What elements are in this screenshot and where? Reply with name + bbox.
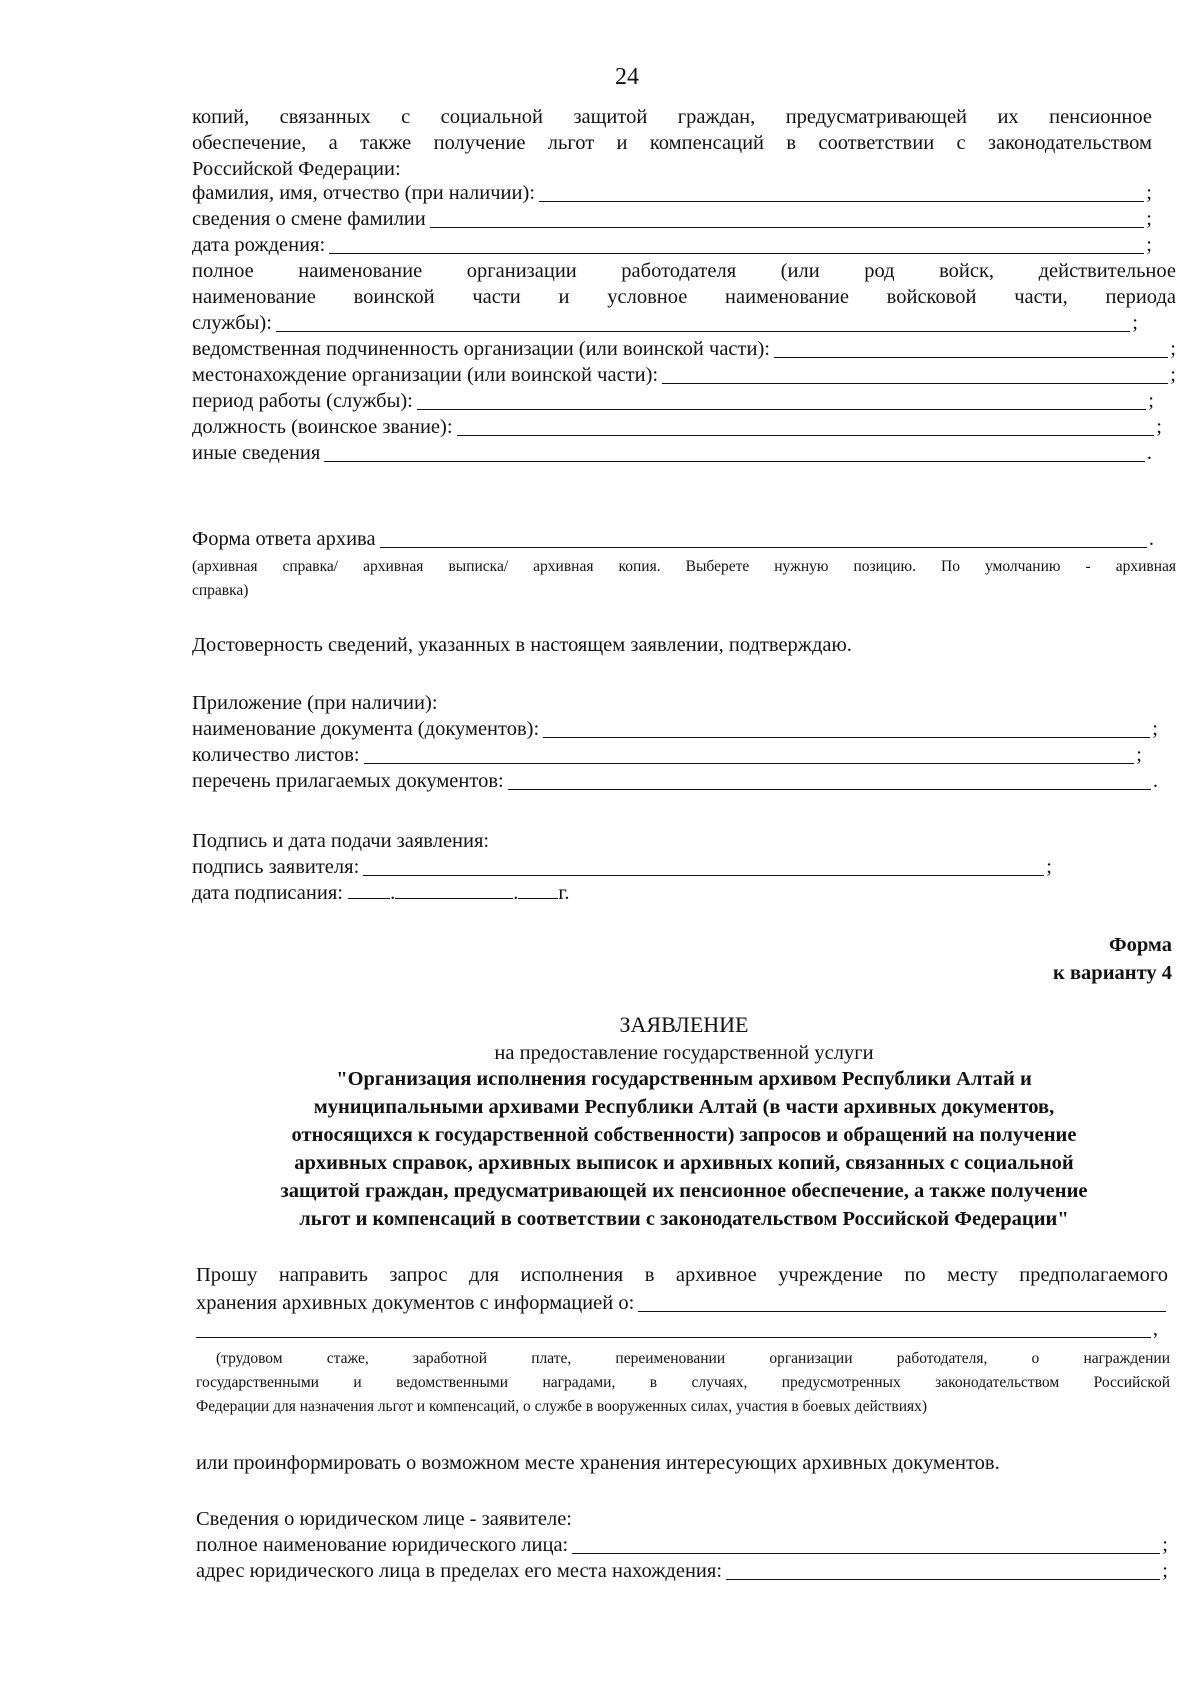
comma: , [1152,1318,1158,1340]
legal-entity-heading: Сведения о юридическом лице - заявителе: [196,1508,572,1530]
intro-line-3: Российской Федерации: [192,158,401,180]
applicant-signature-label: подпись заявителя: [192,856,360,878]
name-change-label: сведения о смене фамилии [192,208,426,230]
semicolon: ; [1162,1534,1168,1556]
period: . [1146,442,1152,464]
doc-name-input-line[interactable] [543,717,1150,738]
position-field[interactable] [192,414,1162,440]
day-input-line[interactable] [348,880,390,899]
location-field[interactable] [192,362,1176,388]
semicolon: ; [1146,208,1152,230]
period: . [1148,528,1154,550]
work-period-label: период работы (службы): [192,390,413,412]
doc-list-label: перечень прилагаемых документов: [192,770,504,792]
name-change-field[interactable] [192,206,1152,232]
fio-input-line[interactable] [539,181,1144,202]
statement-body-line-2: муниципальными архивами Республики Алтай (в части архивных документов, [313,1096,1055,1118]
employer-field[interactable] [192,310,1138,336]
sheets-count-input-line[interactable] [364,743,1135,764]
position-input-line[interactable] [457,415,1155,436]
semicolon: ; [1162,1560,1168,1582]
request-line-1: Прошу направить запрос для исполнения в архивное учреждение по месту предполагаемого [196,1264,1168,1286]
employer-label-line-3: службы): [192,312,272,334]
work-period-input-line[interactable] [417,389,1146,410]
signing-date-label: дата подписания: [192,882,343,904]
answer-form-note-line-1: (архивная справка/ архивная выписка/ архивная копия. Выберете нужную позицию. По умолчанию - архивная [192,558,1176,575]
legal-address-label: адрес юридического лица в пределах его места нахождения: [196,1560,723,1582]
answer-form-field[interactable] [192,526,1154,552]
statement-body-line-5: защитой граждан, предусматривающей их пенсионное обеспечение, а также получение [280,1180,1088,1202]
intro-line-2: обеспечение, а также получение льгот и компенсаций в соответствии с законодательством [192,132,1152,154]
employer-label-line-1: полное наименование организации работодателя (или род войск, действительное [192,260,1176,282]
page-number: 24 [615,64,639,90]
statement-body-line-6: льгот и компенсаций в соответствии с законодательством Российской Федерации" [299,1208,1069,1230]
period: . [513,882,519,904]
legal-name-field[interactable] [196,1532,1168,1558]
semicolon: ; [1146,234,1152,256]
location-input-line[interactable] [662,363,1168,384]
semicolon: ; [1156,416,1162,438]
employer-label-line-2: наименование воинской части и условное наименование войсковой части, периода [192,286,1176,308]
doc-name-label: наименование документа (документов): [192,718,540,740]
sheets-count-field[interactable] [192,742,1142,768]
employer-input-line[interactable] [276,311,1130,332]
form-ref-line-2: к варианту 4 [1053,962,1172,984]
request-note-line-2: государственными и ведомственными наградами, в случаях, предусмотренных законодательством Российской [196,1374,1170,1391]
signature-heading: Подпись и дата подачи заявления: [192,830,490,852]
confirmation-text: Достоверность сведений, указанных в настоящем заявлении, подтверждаю. [192,634,852,656]
doc-name-field[interactable] [192,716,1158,742]
statement-body-line-1: "Организация исполнения государственным архивом Республики Алтай и [336,1068,1032,1090]
birth-date-input-line[interactable] [329,233,1144,254]
semicolon: ; [1170,338,1176,360]
period: . [390,882,396,904]
semicolon: ; [1148,390,1154,412]
semicolon: ; [1152,718,1158,740]
semicolon: ; [1146,182,1152,204]
applicant-signature-field[interactable] [192,854,1052,880]
fio-field[interactable] [192,180,1152,206]
fio-label: фамилия, имя, отчество (при наличии): [192,182,536,204]
semicolon: ; [1046,856,1052,878]
semicolon: ; [1132,312,1138,334]
sheets-count-label: количество листов: [192,744,360,766]
subordination-label: ведомственная подчиненность организации (или воинской части): [192,338,770,360]
form-ref-line-1: Форма [1108,934,1172,956]
answer-form-note-line-2: справка) [192,582,249,599]
semicolon: ; [1170,364,1176,386]
month-input-line[interactable] [395,880,513,899]
birth-date-label: дата рождения: [192,234,326,256]
subordination-field[interactable] [192,336,1176,362]
answer-form-input-line[interactable] [380,527,1147,548]
other-info-label: иные сведения [192,442,321,464]
year-suffix: г. [558,882,570,904]
request-note-line-3: Федерации для назначения льгот и компенсаций, о службе в вооруженных силах, участия в боевых действиях) [196,1398,928,1415]
work-period-field[interactable] [192,388,1154,414]
legal-name-input-line[interactable] [572,1533,1160,1554]
doc-list-input-line[interactable] [508,769,1151,790]
location-label: местонахождение организации (или воинской части): [192,364,659,386]
period: . [1152,770,1158,792]
year-input-line[interactable] [518,880,558,899]
attachment-heading: Приложение (при наличии): [192,692,438,714]
request-info-label: хранения архивных документов с информацией о: [196,1292,635,1314]
legal-address-input-line[interactable] [726,1559,1160,1580]
other-info-field[interactable] [192,440,1152,466]
applicant-signature-input-line[interactable] [363,855,1044,876]
statement-subtitle: на предоставление государственной услуги [494,1042,874,1064]
subordination-input-line[interactable] [774,337,1168,358]
doc-list-field[interactable] [192,768,1158,794]
intro-line-1: копий, связанных с социальной защитой граждан, предусматривающей их пенсионное [192,106,1152,128]
request-info-field-2[interactable] [196,1316,1158,1342]
request-info-input-line[interactable] [638,1291,1166,1312]
name-change-input-line[interactable] [430,207,1145,228]
signing-date-field[interactable] [192,880,570,906]
semicolon: ; [1136,744,1142,766]
request-inform-text: или проинформировать о возможном месте хранения интересующих архивных документов. [196,1452,1000,1474]
birth-date-field[interactable] [192,232,1152,258]
request-info-input-line-2[interactable] [196,1317,1151,1338]
legal-address-field[interactable] [196,1558,1168,1584]
request-note-line-1: (трудовом стаже, заработной плате, переименовании организации работодателя, о награждении [216,1350,1170,1367]
other-info-input-line[interactable] [324,441,1145,462]
statement-body-line-4: архивных справок, архивных выписок и архивных копий, связанных с социальной [294,1152,1074,1174]
position-label: должность (воинское звание): [192,416,453,438]
statement-title: ЗАЯВЛЕНИЕ [619,1012,749,1037]
legal-name-label: полное наименование юридического лица: [196,1534,569,1556]
answer-form-label: Форма ответа архива [192,528,376,550]
statement-body-line-3: относящихся к государственной собственности) запросов и обращений на получение [291,1124,1077,1146]
request-info-field[interactable] [196,1290,1168,1316]
